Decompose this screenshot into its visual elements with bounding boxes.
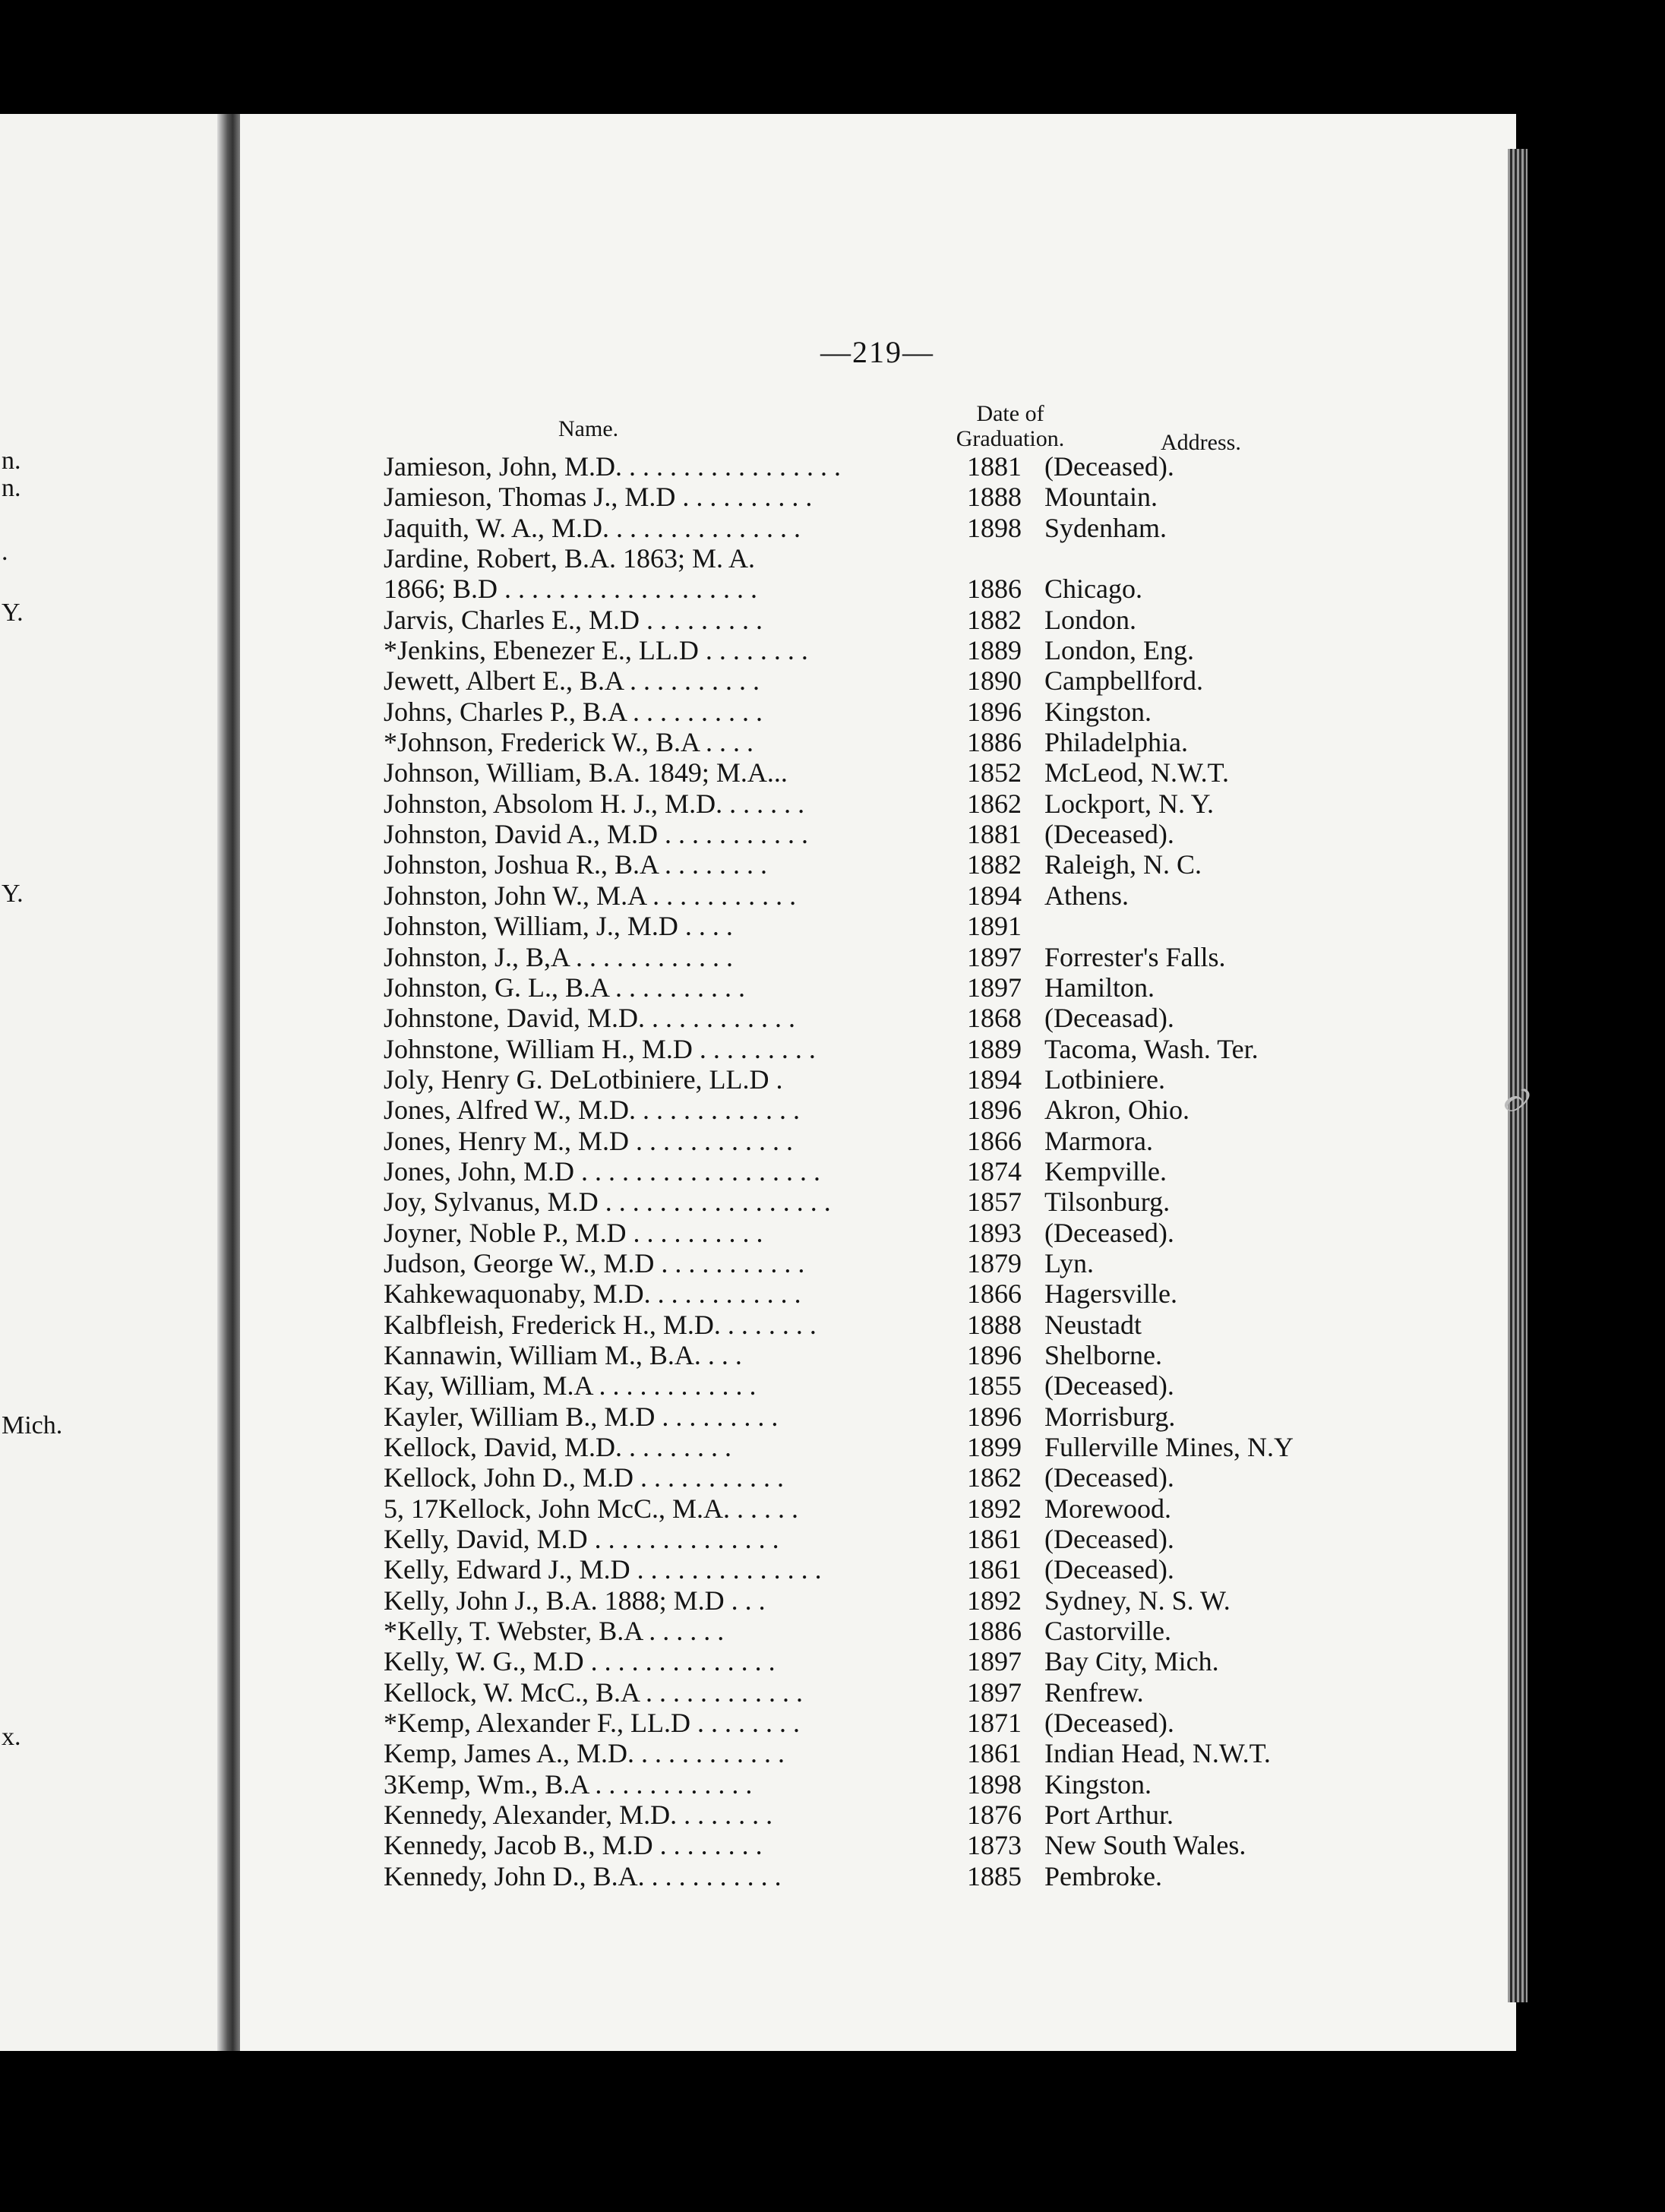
- entry-name: Jaquith, W. A., M.D. . . . . . . . . . . . . . .: [384, 512, 801, 543]
- list-item: [384, 942, 1371, 972]
- entry-name: *Kelly, T. Webster, B.A . . . . . .: [384, 1616, 725, 1647]
- entry-name: Jarvis, Charles E., M.D . . . . . . . . .: [384, 604, 763, 635]
- list-item: [384, 1401, 1371, 1432]
- entry-name: 1866; B.D . . . . . . . . . . . . . . . . . . .: [384, 574, 758, 605]
- left-page: [0, 114, 228, 2051]
- list-item: [384, 1830, 1371, 1860]
- entry-year: 1862: [967, 1462, 1022, 1493]
- entry-address: Sydney, N. S. W.: [1044, 1585, 1231, 1616]
- entry-year: 1861: [967, 1524, 1022, 1555]
- entry-name: Kelly, John J., B.A. 1888; M.D . . .: [384, 1585, 766, 1616]
- list-item: [384, 880, 1371, 911]
- list-item: [384, 1310, 1371, 1340]
- list-item: [384, 1708, 1371, 1738]
- entry-year: 1876: [967, 1800, 1022, 1831]
- entry-name: Kayler, William B., M.D . . . . . . . . .: [384, 1401, 779, 1432]
- list-item: [384, 1156, 1371, 1187]
- entry-year: 1897: [967, 972, 1022, 1003]
- book-gutter: [217, 114, 243, 2051]
- entry-name: Kellock, W. McC., B.A . . . . . . . . . . . .: [384, 1676, 804, 1708]
- list-item: [384, 1278, 1371, 1309]
- entry-address: Bay City, Mich.: [1044, 1646, 1219, 1677]
- entry-address: Kingston.: [1044, 1768, 1152, 1800]
- entry-address: Hagersville.: [1044, 1278, 1177, 1310]
- entry-name: Jewett, Albert E., B.A . . . . . . . . . .: [384, 665, 760, 697]
- entry-year: 1897: [967, 941, 1022, 972]
- list-item: [384, 1432, 1371, 1462]
- entry-address: Philadelphia.: [1044, 727, 1188, 758]
- entry-name: Jones, Alfred W., M.D. . . . . . . . . . . . .: [384, 1095, 800, 1126]
- entry-address: Hamilton.: [1044, 972, 1155, 1003]
- entry-year: 1892: [967, 1585, 1022, 1616]
- column-header-name: Name.: [558, 416, 619, 441]
- entry-address: Chicago.: [1044, 574, 1142, 605]
- entry-address: Tilsonburg.: [1044, 1187, 1171, 1218]
- entry-name: *Kemp, Alexander F., LL.D . . . . . . . .: [384, 1708, 801, 1739]
- column-header-date-line: Graduation.: [956, 426, 1065, 451]
- entry-address: Castorville.: [1044, 1616, 1171, 1647]
- list-item: [384, 757, 1371, 788]
- list-item: [384, 1126, 1371, 1156]
- entry-address: Lockport, N. Y.: [1044, 788, 1214, 819]
- entry-year: 1897: [967, 1676, 1022, 1708]
- entry-year: 1866: [967, 1278, 1022, 1310]
- left-page-fragment: n.: [2, 447, 21, 475]
- entry-address: (Deceased).: [1044, 1554, 1174, 1585]
- list-item: [384, 1616, 1371, 1646]
- entry-year: 1893: [967, 1217, 1022, 1248]
- entry-address: London.: [1044, 604, 1136, 635]
- list-item: [384, 1493, 1371, 1524]
- entry-address: Athens.: [1044, 880, 1129, 911]
- page-edges: [1508, 149, 1528, 2002]
- entry-name: Kemp, James A., M.D. . . . . . . . . . . .: [384, 1738, 785, 1769]
- list-item: [384, 1800, 1371, 1830]
- entry-year: 1881: [967, 451, 1022, 482]
- left-page-fragment: .: [2, 538, 8, 566]
- entry-year: 1894: [967, 880, 1022, 911]
- entry-name: *Jenkins, Ebenezer E., LL.D . . . . . . . .: [384, 635, 808, 666]
- entry-name: Johnston, J., B,A . . . . . . . . . . . .: [384, 941, 734, 972]
- entry-year: 1886: [967, 574, 1022, 605]
- list-item: [384, 513, 1371, 543]
- list-item: [384, 1554, 1371, 1585]
- list-item: [384, 1095, 1371, 1125]
- entry-address: Neustadt: [1044, 1309, 1142, 1340]
- entry-year: 1891: [967, 911, 1022, 942]
- entry-name: Johnston, Joshua R., B.A . . . . . . . .: [384, 849, 768, 880]
- entry-year: 1857: [967, 1187, 1022, 1218]
- entry-address: (Deceased).: [1044, 1524, 1174, 1555]
- entry-address: Shelborne.: [1044, 1339, 1162, 1370]
- entry-address: Morewood.: [1044, 1493, 1171, 1524]
- entry-year: 1881: [967, 819, 1022, 850]
- list-item: [384, 1248, 1371, 1278]
- entry-name: Johnston, G. L., B.A . . . . . . . . . .: [384, 972, 746, 1003]
- entry-address: London, Eng.: [1044, 635, 1194, 666]
- entry-year: 1882: [967, 849, 1022, 880]
- list-item: [384, 849, 1371, 880]
- list-item: [384, 635, 1371, 665]
- entry-address: Pembroke.: [1044, 1860, 1162, 1891]
- entry-year: 1888: [967, 1309, 1022, 1340]
- list-item: [384, 1064, 1371, 1095]
- list-item: [384, 819, 1371, 849]
- entry-address: Mountain.: [1044, 482, 1158, 513]
- entry-name: Kennedy, John D., B.A. . . . . . . . . . .: [384, 1860, 782, 1891]
- entry-year: 1896: [967, 1401, 1022, 1432]
- entry-name: Johnston, Absolom H. J., M.D. . . . . . .: [384, 788, 805, 819]
- entry-address: Marmora.: [1044, 1125, 1153, 1156]
- list-item: [384, 543, 1371, 574]
- entry-address: (Deceased).: [1044, 819, 1174, 850]
- entry-name: Jones, Henry M., M.D . . . . . . . . . . . .: [384, 1125, 793, 1156]
- entry-year: 1894: [967, 1063, 1022, 1095]
- entry-year: 1898: [967, 1768, 1022, 1800]
- list-item: [384, 574, 1371, 604]
- entry-year: 1882: [967, 604, 1022, 635]
- list-item: [384, 788, 1371, 819]
- entry-year: 1889: [967, 635, 1022, 666]
- list-item: [384, 727, 1371, 757]
- entry-name: Johnstone, David, M.D. . . . . . . . . . . .: [384, 1003, 795, 1034]
- entry-name: Kelly, Edward J., M.D . . . . . . . . . . . . . .: [384, 1554, 822, 1585]
- entry-name: Kelly, David, M.D . . . . . . . . . . . . . .: [384, 1524, 779, 1555]
- entry-address: McLeod, N.W.T.: [1044, 757, 1229, 788]
- list-item: [384, 1585, 1371, 1616]
- entry-year: 1889: [967, 1033, 1022, 1064]
- entry-address: (Deceased).: [1044, 1708, 1174, 1739]
- entry-name: Judson, George W., M.D . . . . . . . . . . .: [384, 1247, 805, 1278]
- list-item: [384, 911, 1371, 941]
- left-page-fragment: Mich.: [2, 1411, 63, 1439]
- left-page-fragment: x.: [2, 1723, 21, 1751]
- entry-address: (Deceased).: [1044, 1462, 1174, 1493]
- list-item: [384, 1524, 1371, 1554]
- list-item: [384, 1187, 1371, 1217]
- entry-address: (Deceasad).: [1044, 1003, 1174, 1034]
- entry-year: 1896: [967, 696, 1022, 727]
- entry-name: 5, 17Kellock, John McC., M.A. . . . . .: [384, 1493, 798, 1524]
- entry-name: Johnstone, William H., M.D . . . . . . . . .: [384, 1033, 816, 1064]
- list-item: [384, 1646, 1371, 1676]
- stain-mark: ∂: [1496, 1078, 1538, 1123]
- entry-name: Kellock, David, M.D. . . . . . . . .: [384, 1432, 731, 1462]
- entry-name: Kay, William, M.A . . . . . . . . . . . .: [384, 1370, 757, 1401]
- entry-year: 1898: [967, 512, 1022, 543]
- entry-address: Sydenham.: [1044, 512, 1167, 543]
- column-header-address: Address.: [1161, 430, 1241, 455]
- entry-year: 1873: [967, 1830, 1022, 1861]
- left-page-fragment: Y.: [2, 599, 24, 627]
- entry-name: Johnson, William, B.A. 1849; M.A...: [384, 757, 788, 788]
- entry-year: 1888: [967, 482, 1022, 513]
- entry-year: 1874: [967, 1155, 1022, 1187]
- entry-name: Kennedy, Alexander, M.D. . . . . . . .: [384, 1800, 773, 1831]
- list-item: [384, 1003, 1371, 1033]
- entry-year: 1897: [967, 1646, 1022, 1677]
- entry-name: Johnston, John W., M.A . . . . . . . . . . .: [384, 880, 797, 911]
- entry-name: Kahkewaquonaby, M.D. . . . . . . . . . . .: [384, 1278, 801, 1310]
- list-item: [384, 665, 1371, 696]
- entry-year: 1861: [967, 1554, 1022, 1585]
- entry-name: Jamieson, John, M.D. . . . . . . . . . . . . . . . .: [384, 451, 841, 482]
- left-page-fragment: Y.: [2, 880, 24, 908]
- entry-address: Fullerville Mines, N.Y: [1044, 1432, 1294, 1462]
- entry-name: Kalbfleish, Frederick H., M.D. . . . . . . .: [384, 1309, 817, 1340]
- list-item: [384, 1340, 1371, 1370]
- entry-year: 1871: [967, 1708, 1022, 1739]
- column-header-date: [927, 401, 1094, 451]
- list-item: [384, 1677, 1371, 1708]
- entry-address: Forrester's Falls.: [1044, 941, 1226, 972]
- entry-address: Renfrew.: [1044, 1676, 1144, 1708]
- left-page-fragment: n.: [2, 474, 21, 502]
- list-item: [384, 1370, 1371, 1401]
- entry-year: 1879: [967, 1247, 1022, 1278]
- entry-name: Kannawin, William M., B.A. . . .: [384, 1339, 742, 1370]
- entry-address: Akron, Ohio.: [1044, 1095, 1190, 1126]
- entry-address: Indian Head, N.W.T.: [1044, 1738, 1271, 1769]
- entry-year: 1855: [967, 1370, 1022, 1401]
- list-item: [384, 605, 1371, 635]
- list-item: [384, 451, 1371, 482]
- entry-name: Johns, Charles P., B.A . . . . . . . . . .: [384, 696, 763, 727]
- entry-name: Jones, John, M.D . . . . . . . . . . . . . . . . . .: [384, 1155, 821, 1187]
- entry-name: Johnston, William, J., M.D . . . .: [384, 911, 733, 942]
- entry-address: Kempville.: [1044, 1155, 1167, 1187]
- entry-address: Lyn.: [1044, 1247, 1095, 1278]
- entry-year: 1868: [967, 1003, 1022, 1034]
- list-item: [384, 482, 1371, 512]
- graduate-list: [384, 451, 1371, 1891]
- entry-address: Lotbiniere.: [1044, 1063, 1165, 1095]
- entry-name: Kelly, W. G., M.D . . . . . . . . . . . . . .: [384, 1646, 776, 1677]
- entry-year: 1899: [967, 1432, 1022, 1462]
- list-item: [384, 1034, 1371, 1064]
- entry-name: Kellock, John D., M.D . . . . . . . . . . .: [384, 1462, 784, 1493]
- page-number: —219—: [820, 335, 934, 369]
- entry-name: Jamieson, Thomas J., M.D . . . . . . . . . .: [384, 482, 813, 513]
- entry-name: Jardine, Robert, B.A. 1863; M. A.: [384, 543, 755, 574]
- list-item: [384, 1462, 1371, 1493]
- entry-year: 1866: [967, 1125, 1022, 1156]
- entry-year: 1862: [967, 788, 1022, 819]
- entry-year: 1890: [967, 665, 1022, 697]
- column-header-date-line: Date of: [976, 401, 1044, 426]
- entry-address: (Deceased).: [1044, 1370, 1174, 1401]
- entry-year: 1886: [967, 1616, 1022, 1647]
- entry-address: Tacoma, Wash. Ter.: [1044, 1033, 1259, 1064]
- entry-year: 1861: [967, 1738, 1022, 1769]
- entry-address: Morrisburg.: [1044, 1401, 1176, 1432]
- list-item: [384, 1218, 1371, 1248]
- entry-address: Raleigh, N. C.: [1044, 849, 1202, 880]
- entry-year: 1886: [967, 727, 1022, 758]
- list-item: [384, 1769, 1371, 1800]
- entry-name: Joy, Sylvanus, M.D . . . . . . . . . . . . . . . . .: [384, 1187, 831, 1218]
- entry-year: 1896: [967, 1095, 1022, 1126]
- entry-address: Port Arthur.: [1044, 1800, 1174, 1831]
- entry-name: Joyner, Noble P., M.D . . . . . . . . . .: [384, 1217, 763, 1248]
- list-item: [384, 972, 1371, 1003]
- entry-year: 1892: [967, 1493, 1022, 1524]
- entry-year: 1852: [967, 757, 1022, 788]
- entry-address: Kingston.: [1044, 696, 1152, 727]
- list-item: [384, 1861, 1371, 1891]
- entry-address: New South Wales.: [1044, 1830, 1246, 1861]
- entry-address: (Deceased).: [1044, 1217, 1174, 1248]
- list-item: [384, 697, 1371, 727]
- entry-name: Johnston, David A., M.D . . . . . . . . . . .: [384, 819, 809, 850]
- entry-year: 1896: [967, 1339, 1022, 1370]
- entry-year: 1885: [967, 1860, 1022, 1891]
- entry-name: Joly, Henry G. DeLotbiniere, LL.D .: [384, 1063, 783, 1095]
- list-item: [384, 1738, 1371, 1768]
- entry-address: (Deceased).: [1044, 451, 1174, 482]
- entry-name: 3Kemp, Wm., B.A . . . . . . . . . . . .: [384, 1768, 753, 1800]
- entry-address: Campbellford.: [1044, 665, 1203, 697]
- entry-name: *Johnson, Frederick W., B.A . . . .: [384, 727, 754, 758]
- entry-name: Kennedy, Jacob B., M.D . . . . . . . .: [384, 1830, 763, 1861]
